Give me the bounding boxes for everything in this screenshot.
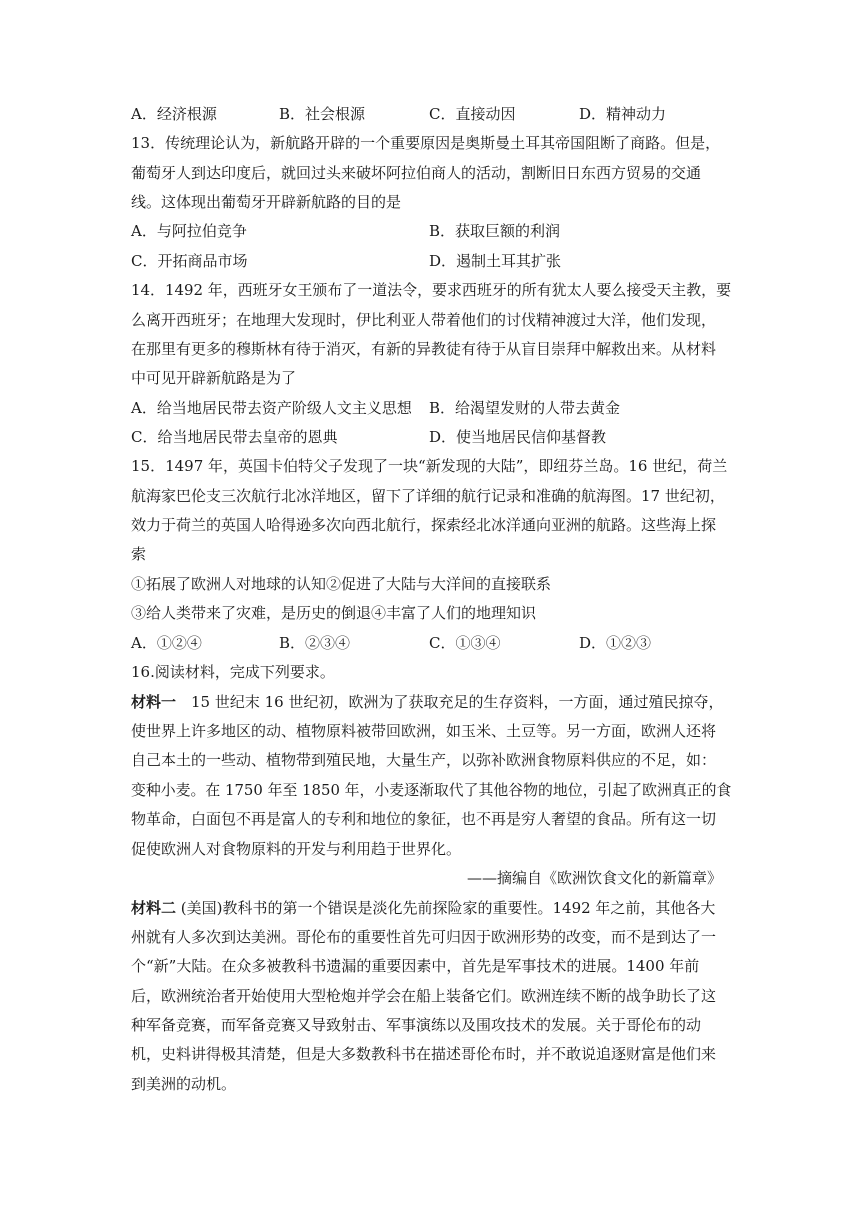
material-two-text: (美国)教科书的第一个错误是淡化先前探险家的重要性。1492 年之前，其他各大 <box>176 899 716 917</box>
material-one-line: 促使欧洲人对食物原料的开发与利用趋于世界化。 <box>131 840 462 858</box>
material-two-label: 材料二 <box>131 899 177 917</box>
q12-option-b[interactable]: B．社会根源 <box>279 105 366 123</box>
q15-option-d[interactable]: D．①②③ <box>579 634 652 652</box>
q15-stem-line: 索 <box>131 545 147 563</box>
material-one-first-line <box>131 692 724 712</box>
q12-option-d[interactable]: D．精神动力 <box>579 105 667 123</box>
material-two-line: 个“新”大陆。在众多被教科书遗漏的重要因素中，首先是军事技术的进展。1400 年前 <box>131 957 700 975</box>
q13-option-b[interactable]: B．获取巨额的利润 <box>429 222 561 240</box>
q15-stem-line: 15．1497 年，英国卡伯特父子发现了一块“新发现的大陆”，即纽芬兰岛。16 世纪，荷兰 <box>131 457 728 475</box>
q14-option-a[interactable]: A．给当地居民带去资产阶级人文主义思想 <box>131 399 412 417</box>
material-two-line: 种军备竞赛，而军备竞赛又导致射击、军事演练以及围攻技术的发展。关于哥伦布的动 <box>131 1016 702 1034</box>
q13-option-a[interactable]: A．与阿拉伯竞争 <box>131 222 247 240</box>
q15-statement-line: ①拓展了欧洲人对地球的认知②促进了大陆与大洋间的直接联系 <box>131 575 552 593</box>
material-two-line: 机，史料讲得极其清楚，但是大多数教科书在描述哥伦布时，并不敢说追逐财富是他们来 <box>131 1045 717 1063</box>
material-one-text: 15 世纪末 16 世纪初，欧洲为了获取充足的生存资料，一方面，通过殖民掠夺， <box>176 693 724 711</box>
q14-stem-line: 在那里有更多的穆斯林有待于消灭，有新的异教徒有待于从盲目崇拜中解救出来。从材料 <box>131 340 717 358</box>
material-one-label: 材料一 <box>131 693 177 711</box>
q15-statement-line: ③给人类带来了灾难，是历史的倒退④丰富了人们的地理知识 <box>131 604 537 622</box>
material-two-first-line <box>131 898 715 918</box>
q14-stem-line: 中可见开辟新航路是为了 <box>131 369 297 387</box>
q13-option-c[interactable]: C．开拓商品市场 <box>131 252 248 270</box>
q15-stem-line: 航海家巴伦支三次航行北冰洋地区，留下了详细的航行记录和准确的航海图。17 世纪初， <box>131 487 725 505</box>
q12-option-c[interactable]: C．直接动因 <box>429 105 516 123</box>
q15-option-a[interactable]: A．①②④ <box>131 634 202 652</box>
material-one-line: 物革命，白面包不再是富人的专利和地位的象征，也不再是穷人奢望的食品。所有这一切 <box>131 810 717 828</box>
q14-option-c[interactable]: C．给当地居民带去皇帝的恩典 <box>131 428 338 446</box>
material-one-source: ——摘编自《欧洲饮食文化的新篇章》 <box>467 869 723 887</box>
q14-stem-line: 14．1492 年，西班牙女王颁布了一道法令，要求西班牙的所有犹太人要么接受天主教，要 <box>131 281 732 299</box>
q16-intro: 16.阅读材料，完成下列要求。 <box>131 663 335 681</box>
material-one-line: 自己本土的一些动、植物带到殖民地，大量生产，以弥补欧洲食物原料供应的不足，如： <box>131 751 717 769</box>
q13-stem-line: 线。这体现出葡萄牙开辟新航路的目的是 <box>131 193 402 211</box>
q13-option-d[interactable]: D．遏制土耳其扩张 <box>429 252 562 270</box>
q15-option-c[interactable]: C．①③④ <box>429 634 501 652</box>
material-two-line: 到美洲的动机。 <box>131 1075 237 1093</box>
material-two-line: 州就有人多次到达美洲。哥伦布的重要性首先可归因于欧洲形势的改变，而不是到达了一 <box>131 928 717 946</box>
q13-stem-line: 葡萄牙人到达印度后，就回过头来破坏阿拉伯商人的活动，割断旧日东西方贸易的交通 <box>131 164 702 182</box>
q15-stem-line: 效力于荷兰的英国人哈得逊多次向西北航行，探索经北冰洋通向亚洲的航路。这些海上探 <box>131 516 717 534</box>
q15-option-b[interactable]: B．②③④ <box>279 634 351 652</box>
material-one-line: 变种小麦。在 1750 年至 1850 年，小麦逐渐取代了其他谷物的地位，引起了欧洲真正的食 <box>131 781 732 799</box>
q14-stem-line: 么离开西班牙；在地理大发现时，伊比利亚人带着他们的讨伐精神渡过大洋，他们发现， <box>131 311 717 329</box>
q14-option-b[interactable]: B．给渴望发财的人带去黄金 <box>429 399 621 417</box>
q13-stem-line: 13．传统理论认为，新航路开辟的一个重要原因是奥斯曼土耳其帝国阻断了商路。但是， <box>131 134 721 152</box>
q12-option-a[interactable]: A．经济根源 <box>131 105 217 123</box>
material-one-line: 使世界上许多地区的动、植物原料被带回欧洲，如玉米、土豆等。另一方面，欧洲人还将 <box>131 722 717 740</box>
material-two-line: 后，欧洲统治者开始使用大型枪炮并学会在船上装备它们。欧洲连续不断的战争助长了这 <box>131 987 717 1005</box>
q14-option-d[interactable]: D．使当地居民信仰基督教 <box>429 428 607 446</box>
